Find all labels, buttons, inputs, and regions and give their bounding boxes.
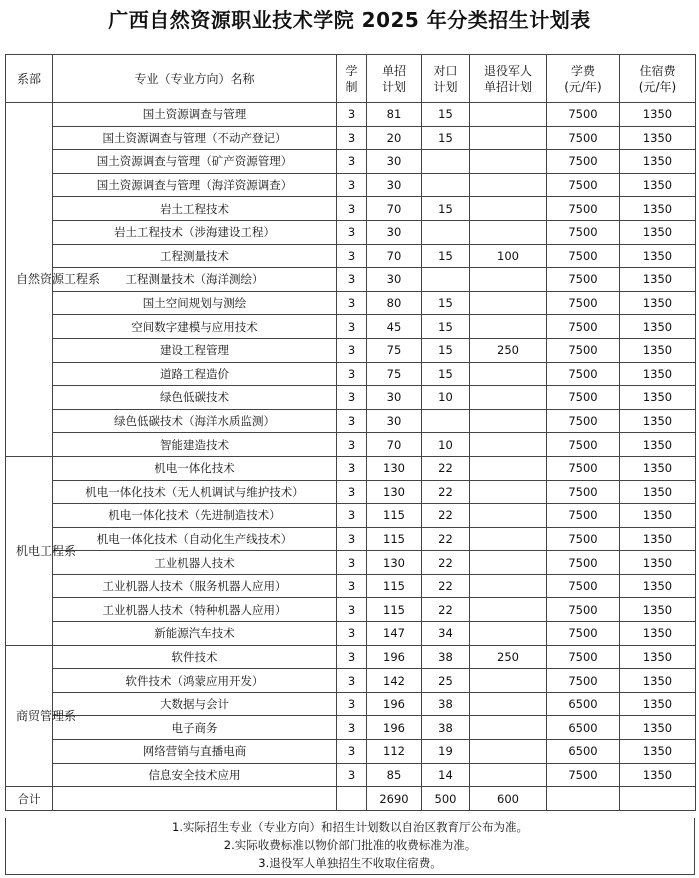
major-name: 国土资源调查与管理（矿产资源管理） xyxy=(53,150,337,174)
major-name: 工程测量技术（海洋测绘） xyxy=(53,268,337,292)
tuition-cell: 6500 xyxy=(547,716,620,740)
major-name: 国土资源调查与管理（海洋资源调查） xyxy=(53,173,337,197)
tuition-cell: 7500 xyxy=(547,409,620,433)
targeted-cell: 10 xyxy=(422,433,470,457)
dorm-cell: 1350 xyxy=(620,409,696,433)
tuition-cell: 7500 xyxy=(547,433,620,457)
note-1: 1.实际招生专业（专业方向）和招生计划数以自治区教育厅公布为准。 xyxy=(172,820,528,834)
tuition-cell: 7500 xyxy=(547,645,620,669)
total-label: 合计 xyxy=(6,787,53,811)
dorm-cell: 1350 xyxy=(620,291,696,315)
targeted-cell: 22 xyxy=(422,574,470,598)
dorm-cell: 1350 xyxy=(620,126,696,150)
single-cell: 112 xyxy=(367,740,422,764)
table-row xyxy=(6,244,696,268)
tuition-cell: 7500 xyxy=(547,220,620,244)
targeted-cell: 22 xyxy=(422,598,470,622)
years-cell: 3 xyxy=(337,173,367,197)
dorm-cell: 1350 xyxy=(620,692,696,716)
dorm-cell: 1350 xyxy=(620,433,696,457)
header-major: 专业（专业方向）名称 xyxy=(53,55,337,103)
veteran-cell xyxy=(470,480,547,504)
targeted-cell: 22 xyxy=(422,527,470,551)
targeted-cell: 19 xyxy=(422,740,470,764)
major-name: 岩土工程技术 xyxy=(53,197,337,221)
veteran-cell xyxy=(470,291,547,315)
targeted-cell: 15 xyxy=(422,362,470,386)
veteran-cell xyxy=(470,126,547,150)
notes-box xyxy=(5,818,695,875)
years-cell: 3 xyxy=(337,103,367,127)
major-name: 机电一体化技术（先进制造技术） xyxy=(53,504,337,528)
tuition-cell: 7500 xyxy=(547,598,620,622)
major-name: 机电一体化技术（无人机调试与维护技术） xyxy=(53,480,337,504)
dorm-cell: 1350 xyxy=(620,456,696,480)
tuition-cell: 7500 xyxy=(547,622,620,646)
targeted-cell: 38 xyxy=(422,692,470,716)
dorm-cell: 1350 xyxy=(620,103,696,127)
table-row xyxy=(6,740,696,764)
major-name: 机电一体化技术（自动化生产线技术） xyxy=(53,527,337,551)
tuition-cell: 7500 xyxy=(547,551,620,575)
table-row xyxy=(6,669,696,693)
dorm-cell: 1350 xyxy=(620,338,696,362)
major-name: 信息安全技术应用 xyxy=(53,763,337,787)
targeted-cell: 22 xyxy=(422,504,470,528)
table-row xyxy=(6,409,696,433)
single-cell: 70 xyxy=(367,433,422,457)
years-cell: 3 xyxy=(337,315,367,339)
total-targeted: 500 xyxy=(422,787,470,811)
veteran-cell xyxy=(470,220,547,244)
veteran-cell xyxy=(470,433,547,457)
targeted-cell xyxy=(422,150,470,174)
veteran-cell xyxy=(470,763,547,787)
years-cell: 3 xyxy=(337,716,367,740)
tuition-cell: 7500 xyxy=(547,291,620,315)
dorm-cell: 1350 xyxy=(620,173,696,197)
tuition-cell: 7500 xyxy=(547,669,620,693)
veteran-cell xyxy=(470,598,547,622)
dorm-cell: 1350 xyxy=(620,763,696,787)
veteran-cell xyxy=(470,315,547,339)
header-dorm-fee: 住宿费 (元/年) xyxy=(620,55,696,103)
single-cell: 196 xyxy=(367,716,422,740)
major-name: 工业机器人技术 xyxy=(53,551,337,575)
department-name: 机电工程系 xyxy=(6,456,53,645)
dorm-cell: 1350 xyxy=(620,716,696,740)
years-cell: 3 xyxy=(337,574,367,598)
single-cell: 30 xyxy=(367,150,422,174)
total-row xyxy=(6,787,696,811)
veteran-cell xyxy=(470,386,547,410)
years-cell: 3 xyxy=(337,622,367,646)
table-row xyxy=(6,622,696,646)
years-cell: 3 xyxy=(337,386,367,410)
table-row xyxy=(6,338,696,362)
years-cell: 3 xyxy=(337,220,367,244)
table-row xyxy=(6,504,696,528)
years-cell: 3 xyxy=(337,433,367,457)
tuition-cell: 7500 xyxy=(547,386,620,410)
single-cell: 142 xyxy=(367,669,422,693)
table-row xyxy=(6,763,696,787)
major-name: 网络营销与直播电商 xyxy=(53,740,337,764)
targeted-cell: 22 xyxy=(422,551,470,575)
targeted-cell xyxy=(422,268,470,292)
years-cell: 3 xyxy=(337,669,367,693)
single-cell: 45 xyxy=(367,315,422,339)
years-cell: 3 xyxy=(337,126,367,150)
tuition-cell: 7500 xyxy=(547,150,620,174)
targeted-cell: 22 xyxy=(422,456,470,480)
table-row xyxy=(6,150,696,174)
major-name: 新能源汽车技术 xyxy=(53,622,337,646)
major-name: 工程测量技术 xyxy=(53,244,337,268)
single-cell: 196 xyxy=(367,692,422,716)
table-row xyxy=(6,551,696,575)
veteran-cell xyxy=(470,740,547,764)
total-veteran: 600 xyxy=(470,787,547,811)
header-targeted-plan: 对口 计划 xyxy=(422,55,470,103)
veteran-cell xyxy=(470,669,547,693)
major-name: 机电一体化技术 xyxy=(53,456,337,480)
table-row xyxy=(6,527,696,551)
single-cell: 30 xyxy=(367,386,422,410)
header-tuition: 学费 (元/年) xyxy=(547,55,620,103)
header-single-plan: 单招 计划 xyxy=(367,55,422,103)
years-cell: 3 xyxy=(337,763,367,787)
table-row xyxy=(6,456,696,480)
tuition-cell: 7500 xyxy=(547,504,620,528)
table-row xyxy=(6,386,696,410)
dorm-cell: 1350 xyxy=(620,244,696,268)
veteran-cell xyxy=(470,103,547,127)
single-cell: 115 xyxy=(367,527,422,551)
veteran-cell: 250 xyxy=(470,338,547,362)
dorm-cell: 1350 xyxy=(620,268,696,292)
veteran-cell xyxy=(470,409,547,433)
dorm-cell: 1350 xyxy=(620,150,696,174)
years-cell: 3 xyxy=(337,692,367,716)
veteran-cell xyxy=(470,197,547,221)
dorm-cell: 1350 xyxy=(620,669,696,693)
veteran-cell xyxy=(470,574,547,598)
veteran-cell xyxy=(470,692,547,716)
tuition-cell: 7500 xyxy=(547,315,620,339)
total-tuition-cell xyxy=(547,787,620,811)
veteran-cell xyxy=(470,504,547,528)
single-cell: 75 xyxy=(367,338,422,362)
years-cell: 3 xyxy=(337,645,367,669)
dorm-cell: 1350 xyxy=(620,740,696,764)
dorm-cell: 1350 xyxy=(620,645,696,669)
table-row xyxy=(6,645,696,669)
header-dept: 系部 xyxy=(6,55,53,103)
department-name: 自然资源工程系 xyxy=(6,103,53,457)
targeted-cell: 15 xyxy=(422,338,470,362)
major-name: 空间数字建模与应用技术 xyxy=(53,315,337,339)
table-row xyxy=(6,433,696,457)
targeted-cell: 38 xyxy=(422,716,470,740)
targeted-cell xyxy=(422,173,470,197)
single-cell: 80 xyxy=(367,291,422,315)
single-cell: 30 xyxy=(367,173,422,197)
dorm-cell: 1350 xyxy=(620,315,696,339)
veteran-cell xyxy=(470,173,547,197)
single-cell: 115 xyxy=(367,598,422,622)
table-row xyxy=(6,574,696,598)
targeted-cell: 15 xyxy=(422,126,470,150)
major-name: 国土资源调查与管理（不动产登记） xyxy=(53,126,337,150)
tuition-cell: 7500 xyxy=(547,173,620,197)
department-name: 商贸管理系 xyxy=(6,645,53,787)
targeted-cell: 15 xyxy=(422,197,470,221)
single-cell: 196 xyxy=(367,645,422,669)
single-cell: 81 xyxy=(367,103,422,127)
years-cell: 3 xyxy=(337,268,367,292)
targeted-cell: 25 xyxy=(422,669,470,693)
years-cell: 3 xyxy=(337,338,367,362)
veteran-cell xyxy=(470,268,547,292)
major-name: 工业机器人技术（服务机器人应用） xyxy=(53,574,337,598)
major-name: 绿色低碳技术 xyxy=(53,386,337,410)
table-row xyxy=(6,362,696,386)
targeted-cell: 15 xyxy=(422,315,470,339)
dorm-cell: 1350 xyxy=(620,574,696,598)
dorm-cell: 1350 xyxy=(620,527,696,551)
years-cell: 3 xyxy=(337,527,367,551)
total-years-cell xyxy=(337,787,367,811)
table-row xyxy=(6,315,696,339)
header-years: 学 制 xyxy=(337,55,367,103)
targeted-cell: 38 xyxy=(422,645,470,669)
veteran-cell xyxy=(470,527,547,551)
header-veteran-plan: 退役军人 单招计划 xyxy=(470,55,547,103)
years-cell: 3 xyxy=(337,362,367,386)
table-row xyxy=(6,268,696,292)
targeted-cell xyxy=(422,220,470,244)
tuition-cell: 7500 xyxy=(547,574,620,598)
table-row xyxy=(6,716,696,740)
veteran-cell xyxy=(470,362,547,386)
tuition-cell: 7500 xyxy=(547,763,620,787)
dorm-cell: 1350 xyxy=(620,197,696,221)
single-cell: 147 xyxy=(367,622,422,646)
targeted-cell: 22 xyxy=(422,480,470,504)
tuition-cell: 7500 xyxy=(547,338,620,362)
single-cell: 20 xyxy=(367,126,422,150)
enrollment-plan-table xyxy=(5,54,696,811)
single-cell: 70 xyxy=(367,244,422,268)
tuition-cell: 7500 xyxy=(547,527,620,551)
veteran-cell: 250 xyxy=(470,645,547,669)
years-cell: 3 xyxy=(337,740,367,764)
table-row xyxy=(6,126,696,150)
table-row xyxy=(6,598,696,622)
major-name: 软件技术 xyxy=(53,645,337,669)
years-cell: 3 xyxy=(337,456,367,480)
total-single: 2690 xyxy=(367,787,422,811)
table-row xyxy=(6,220,696,244)
targeted-cell: 15 xyxy=(422,103,470,127)
major-name: 建设工程管理 xyxy=(53,338,337,362)
dorm-cell: 1350 xyxy=(620,622,696,646)
veteran-cell xyxy=(470,622,547,646)
tuition-cell: 7500 xyxy=(547,480,620,504)
targeted-cell xyxy=(422,409,470,433)
table-header-row xyxy=(6,55,696,103)
single-cell: 85 xyxy=(367,763,422,787)
table-row xyxy=(6,197,696,221)
major-name: 道路工程造价 xyxy=(53,362,337,386)
years-cell: 3 xyxy=(337,504,367,528)
major-name: 大数据与会计 xyxy=(53,692,337,716)
single-cell: 30 xyxy=(367,409,422,433)
single-cell: 115 xyxy=(367,574,422,598)
note-2: 2.实际收费标准以物价部门批准的收费标准为准。 xyxy=(223,838,477,852)
page-title: 广西自然资源职业技术学院 2025 年分类招生计划表 xyxy=(108,8,591,32)
targeted-cell: 34 xyxy=(422,622,470,646)
table-row xyxy=(6,480,696,504)
major-name: 国土资源调查与管理 xyxy=(53,103,337,127)
years-cell: 3 xyxy=(337,197,367,221)
tuition-cell: 7500 xyxy=(547,103,620,127)
single-cell: 75 xyxy=(367,362,422,386)
dorm-cell: 1350 xyxy=(620,220,696,244)
major-name: 国土空间规划与测绘 xyxy=(53,291,337,315)
major-name: 智能建造技术 xyxy=(53,433,337,457)
veteran-cell xyxy=(470,551,547,575)
years-cell: 3 xyxy=(337,409,367,433)
years-cell: 3 xyxy=(337,291,367,315)
veteran-cell xyxy=(470,150,547,174)
major-name: 电子商务 xyxy=(53,716,337,740)
tuition-cell: 7500 xyxy=(547,126,620,150)
total-dorm-cell xyxy=(620,787,696,811)
tuition-cell: 7500 xyxy=(547,244,620,268)
veteran-cell xyxy=(470,456,547,480)
dorm-cell: 1350 xyxy=(620,598,696,622)
years-cell: 3 xyxy=(337,244,367,268)
table-row xyxy=(6,173,696,197)
single-cell: 130 xyxy=(367,551,422,575)
single-cell: 130 xyxy=(367,480,422,504)
major-name: 岩土工程技术（涉海建设工程） xyxy=(53,220,337,244)
table-body xyxy=(6,103,696,787)
single-cell: 115 xyxy=(367,504,422,528)
table-row xyxy=(6,103,696,127)
tuition-cell: 7500 xyxy=(547,362,620,386)
single-cell: 130 xyxy=(367,456,422,480)
dorm-cell: 1350 xyxy=(620,504,696,528)
years-cell: 3 xyxy=(337,551,367,575)
tuition-cell: 6500 xyxy=(547,692,620,716)
major-name: 工业机器人技术（特种机器人应用） xyxy=(53,598,337,622)
single-cell: 70 xyxy=(367,197,422,221)
dorm-cell: 1350 xyxy=(620,551,696,575)
years-cell: 3 xyxy=(337,480,367,504)
major-name: 绿色低碳技术（海洋水质监测） xyxy=(53,409,337,433)
tuition-cell: 6500 xyxy=(547,740,620,764)
targeted-cell: 15 xyxy=(422,244,470,268)
single-cell: 30 xyxy=(367,220,422,244)
major-name: 软件技术（鸿蒙应用开发） xyxy=(53,669,337,693)
dorm-cell: 1350 xyxy=(620,362,696,386)
total-major-cell xyxy=(53,787,337,811)
dorm-cell: 1350 xyxy=(620,480,696,504)
single-cell: 30 xyxy=(367,268,422,292)
targeted-cell: 10 xyxy=(422,386,470,410)
tuition-cell: 7500 xyxy=(547,456,620,480)
dorm-cell: 1350 xyxy=(620,386,696,410)
tuition-cell: 7500 xyxy=(547,268,620,292)
veteran-cell xyxy=(470,716,547,740)
tuition-cell: 7500 xyxy=(547,197,620,221)
table-row xyxy=(6,291,696,315)
targeted-cell: 14 xyxy=(422,763,470,787)
veteran-cell: 100 xyxy=(470,244,547,268)
targeted-cell: 15 xyxy=(422,291,470,315)
table-row xyxy=(6,692,696,716)
years-cell: 3 xyxy=(337,598,367,622)
years-cell: 3 xyxy=(337,150,367,174)
note-3: 3.退役军人单独招生不收取住宿费。 xyxy=(258,856,442,870)
